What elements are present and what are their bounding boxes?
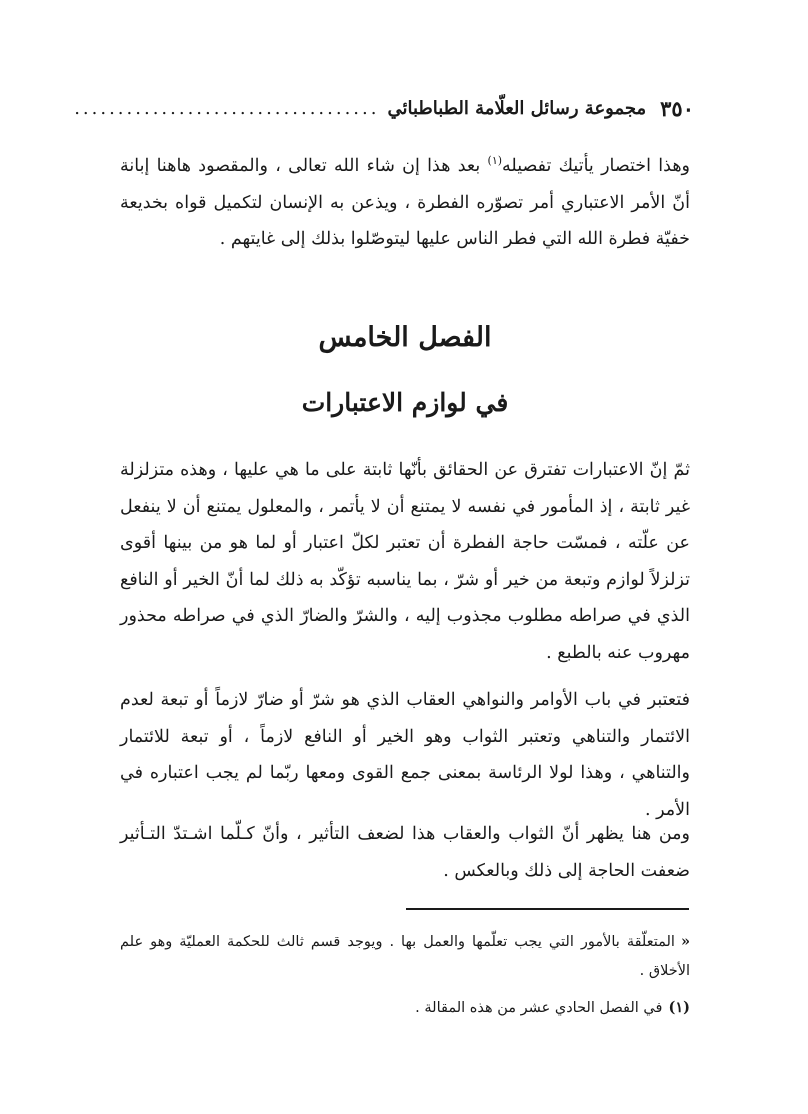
paragraph-intro-start: وهذا اختصار يأتيك تفصيله [502,156,690,176]
continuation-marker: « [680,933,690,950]
chapter-subtitle: في لوازم الاعتبارات [301,388,509,417]
header-leader-dots: ................................... [74,97,380,119]
paragraph-commands: فتعتبر في باب الأوامر والنواهي العقاب الذي هو شرّ أو ضارّ لازماً أو تبعة لعدم الائتمار والتناهي وتعتبر الثواب وهو الخير أو النافع لازماً ، أو تبعة للائتمار والتناهي ، وهذا لولا الرئاسة بمعنى جمع القوى ومعها ربّما لم يجب اعتباره في الأمر . [120,690,690,820]
footnote-continued-text: المتعلّقة بالأمور التي يجب تعلّمها والعمل بها . ويوجد قسم ثالث للحكمة العمليّة وهو علم الأخلاق . [120,934,690,979]
paragraph-differences: ثمّ إنّ الاعتبارات تفترق عن الحقائق بأنّها ثابتة على ما هي عليها ، وهذه متزلزلة غير ثابتة ، إذ المأمور في نفسه لا يمتنع أن لا يأتمر ، والمعلول يمتنع أن لا ينفعل عن علّته ، فمسّت حاجة الفطرة أن تعتبر لكلّ اعتبار أو لما هو من بينها أقوى تزلزلاً لوازم وتبعة من خير أو شرّ ، بما يناسبه تؤكّد به ذلك لما أنّ الخير أو النافع الذي في صراطه مطلوب مجذوب إليه ، والشرّ والضارّ الذي في صراطه محذور مهروب عنه بالطبع . [120,460,690,663]
footnote-divider [406,908,689,910]
chapter-heading: الفصل الخامس [318,322,492,353]
footnote-reference[interactable]: (١) [487,154,503,168]
running-header [74,92,694,124]
footnote-1-marker: (١) [668,999,690,1016]
page-number: ٣٥٠ [660,95,694,121]
footnote-1 [120,993,690,1023]
running-title: مجموعة رسائل العلّامة الطباطبائي [387,97,647,119]
footnote-continued [120,927,690,986]
footnote-1-text: في الفصل الحادي عشر من هذه المقالة . [415,1000,663,1016]
paragraph-reward: ومن هنا يظهر أنّ الثواب والعقاب هذا لضعف التأثير ، وأنّ كـلّما اشـتدّ التـأثير ضعفت الحاجة إلى ذلك وبالعكس . [120,824,690,881]
paragraph-intro-rest: بعد هذا إن شاء الله تعالى ، والمقصود هاهنا إبانة أنّ الأمر الاعتباري أمر تصوّره الفطرة ، ويذعن به الإنسان لتكميل قواه بخديعة خفيّة فطرة الله التي فطر الناس عليها ليتوصّلوا بذلك إلى غايتهم . [120,156,690,249]
paragraph-intro [120,148,690,258]
